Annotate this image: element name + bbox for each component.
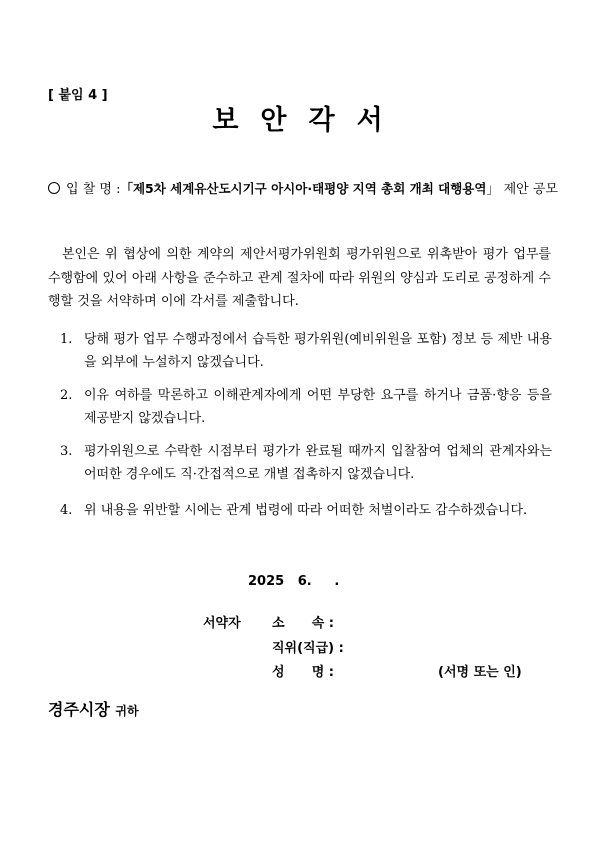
name-label: 성 명 : (272, 665, 334, 680)
pledge-item (60, 384, 552, 430)
bid-name-tail: 」 제안 공모 (486, 182, 558, 197)
pledge-item (60, 328, 552, 374)
pledge-intro: 본인은 위 협상에 의한 계약의 제안서평가위원회 평가위원으로 위촉받아 평가 업무를 수행함에 있어 아래 사항을 준수하고 관계 절차에 따라 위원의 양심과 도리로 공정하게 수행할 것을 서약하며 이에 각서를 제출합니다. (48, 247, 551, 309)
pledge-item-number: 1. (60, 332, 73, 347)
affiliation-label: 소 속 : (272, 616, 334, 631)
pledge-item-number: 2. (60, 388, 73, 403)
circle-bullet-icon (48, 182, 60, 194)
pledge-item-text: 이유 여하를 막론하고 이해관계자에게 어떤 부당한 요구를 하거나 금품·향응 등을 제공받지 않겠습니다. (84, 388, 552, 426)
position-label: 직위(직급) : (272, 641, 344, 656)
addressee-suffix: 귀하 (115, 704, 139, 718)
bid-name: 「제5차 세계유산도시기구 아시아·태평양 지역 총회 개최 대행용역 (120, 181, 487, 196)
pledge-item (60, 440, 552, 486)
signatory-heading: 서약자 (203, 616, 241, 631)
document-title: 보안각서 (212, 105, 405, 136)
pledge-item (60, 499, 552, 522)
sign-note: (서명 또는 인) (438, 665, 522, 680)
attachment-label: [ 붙임 4 ] (48, 88, 108, 103)
pledge-item-number: 3. (60, 444, 73, 459)
pledge-item-number: 4. (60, 503, 73, 518)
bid-name-line (48, 178, 558, 201)
pledge-date: 2025 6. . (248, 574, 340, 589)
pledge-item-text: 위 내용을 위반할 시에는 관계 법령에 따라 어떠한 처벌이라도 감수하겠습니다. (84, 503, 528, 518)
addressee-name: 경주시장 (48, 700, 110, 719)
addressee (48, 697, 139, 720)
pledge-item-text: 평가위원으로 수락한 시점부터 평가가 완료될 때까지 입찰참여 업체의 관계자와는 어떠한 경우에도 직·간접적으로 개별 접촉하지 않겠습니다. (84, 444, 552, 482)
bid-label: 입 찰 명 : (66, 182, 121, 197)
pledge-item-text: 당해 평가 업무 수행과정에서 습득한 평가위원(예비위원을 포함) 정보 등 제반 내용을 외부에 누설하지 않겠습니다. (84, 332, 552, 370)
